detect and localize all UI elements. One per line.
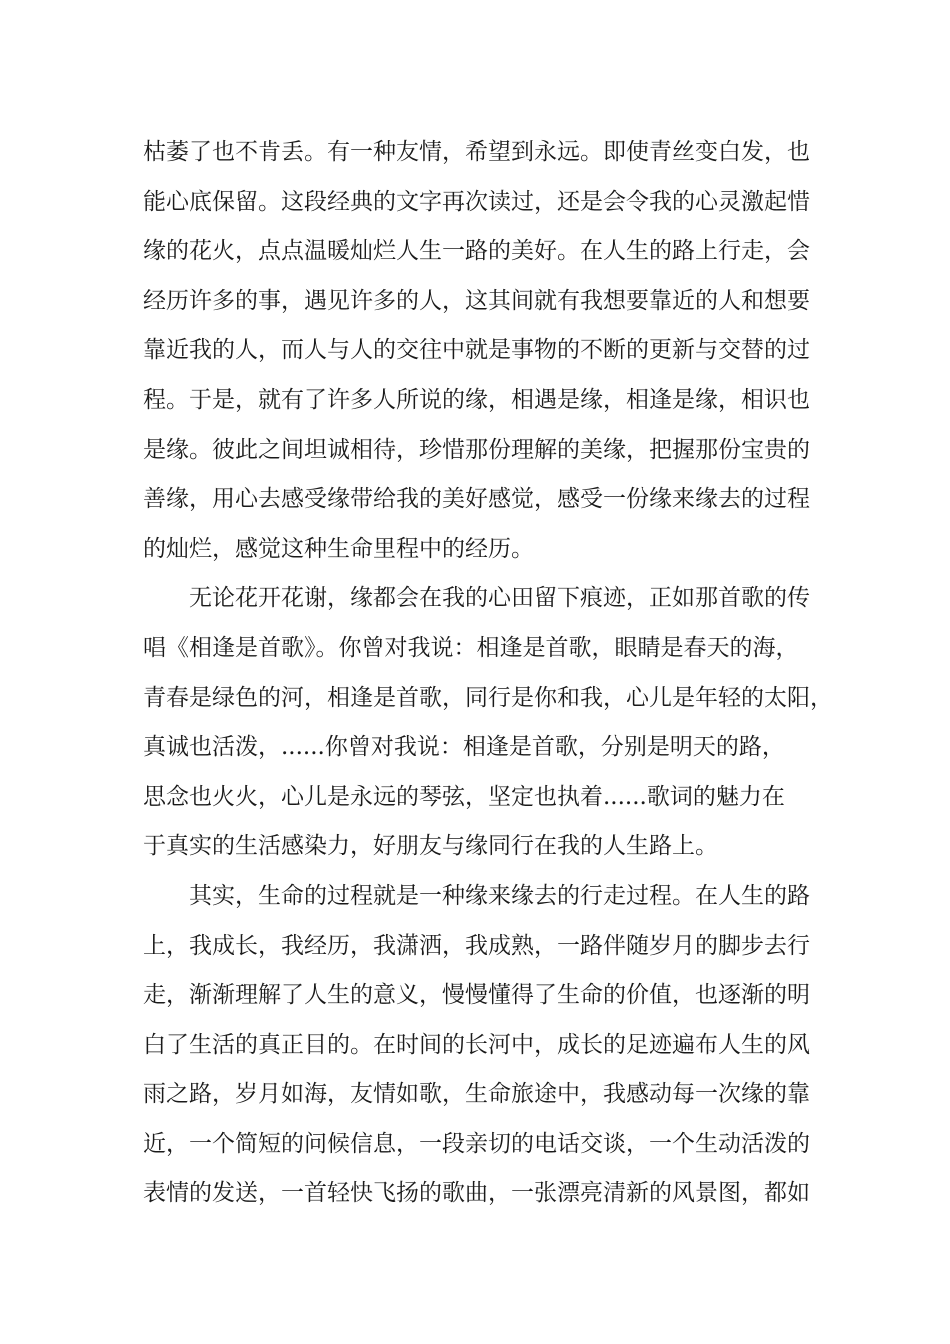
text-line: 程。于是，就有了许多人所说的缘，相遇是缘，相逢是缘，相识也 (143, 386, 810, 413)
paragraph (143, 872, 833, 1219)
text-line: 走，渐渐理解了人生的意义，慢慢懂得了生命的价值，也逐渐的明 (143, 982, 810, 1009)
text-line: 无论花开花谢，缘都会在我的心田留下痕迹，正如那首歌的传 (189, 585, 810, 612)
text-line: 白了生活的真正目的。在时间的长河中，成长的足迹遍布人生的风 (143, 1031, 810, 1058)
text-line: 缘的花火，点点温暖灿烂人生一路的美好。在人生的路上行走，会 (143, 238, 810, 265)
text-line: 青春是绿色的河，相逢是首歌，同行是你和我，心儿是年轻的太阳， (143, 684, 833, 711)
text-line: 的灿烂，感觉这种生命里程中的经历。 (143, 535, 534, 562)
body-text (143, 128, 833, 1219)
text-line: 雨之路，岁月如海，友情如歌，生命旅途中，我感动每一次缘的靠 (143, 1081, 810, 1108)
text-line: 是缘。彼此之间坦诚相待，珍惜那份理解的美缘，把握那份宝贵的 (143, 436, 810, 463)
text-line: 真诚也活泼，......你曾对我说：相逢是首歌，分别是明天的路， (143, 734, 785, 761)
paragraph (143, 128, 833, 574)
text-line: 表情的发送，一首轻快飞扬的歌曲，一张漂亮清新的风景图，都如 (143, 1180, 810, 1207)
text-line: 近，一个简短的问候信息，一段亲切的电话交谈，一个生动活泼的 (143, 1130, 810, 1157)
text-line: 思念也火火，心儿是永远的琴弦，坚定也执着......歌词的魅力在 (143, 783, 785, 810)
text-line: 枯萎了也不肯丢。有一种友情，希望到永远。即使青丝变白发，也 (143, 139, 810, 165)
text-line: 善缘，用心去感受缘带给我的美好感觉，感受一份缘来缘去的过程 (143, 486, 810, 513)
text-line: 靠近我的人，而人与人的交往中就是事物的不断的更新与交替的过 (143, 337, 810, 364)
text-line: 唱《相逢是首歌》。你曾对我说：相逢是首歌，眼睛是春天的海， (143, 634, 799, 661)
text-line: 经历许多的事，遇见许多的人，这其间就有我想要靠近的人和想要 (143, 287, 810, 314)
paragraph (143, 574, 833, 872)
text-line: 能心底保留。这段经典的文字再次读过，还是会令我的心灵激起惜 (143, 188, 810, 215)
text-line: 其实，生命的过程就是一种缘来缘去的行走过程。在人生的路 (189, 882, 810, 909)
text-line: 上，我成长，我经历，我潇洒，我成熟，一路伴随岁月的脚步去行 (143, 932, 810, 959)
text-line: 于真实的生活感染力，好朋友与缘同行在我的人生路上。 (143, 833, 718, 860)
